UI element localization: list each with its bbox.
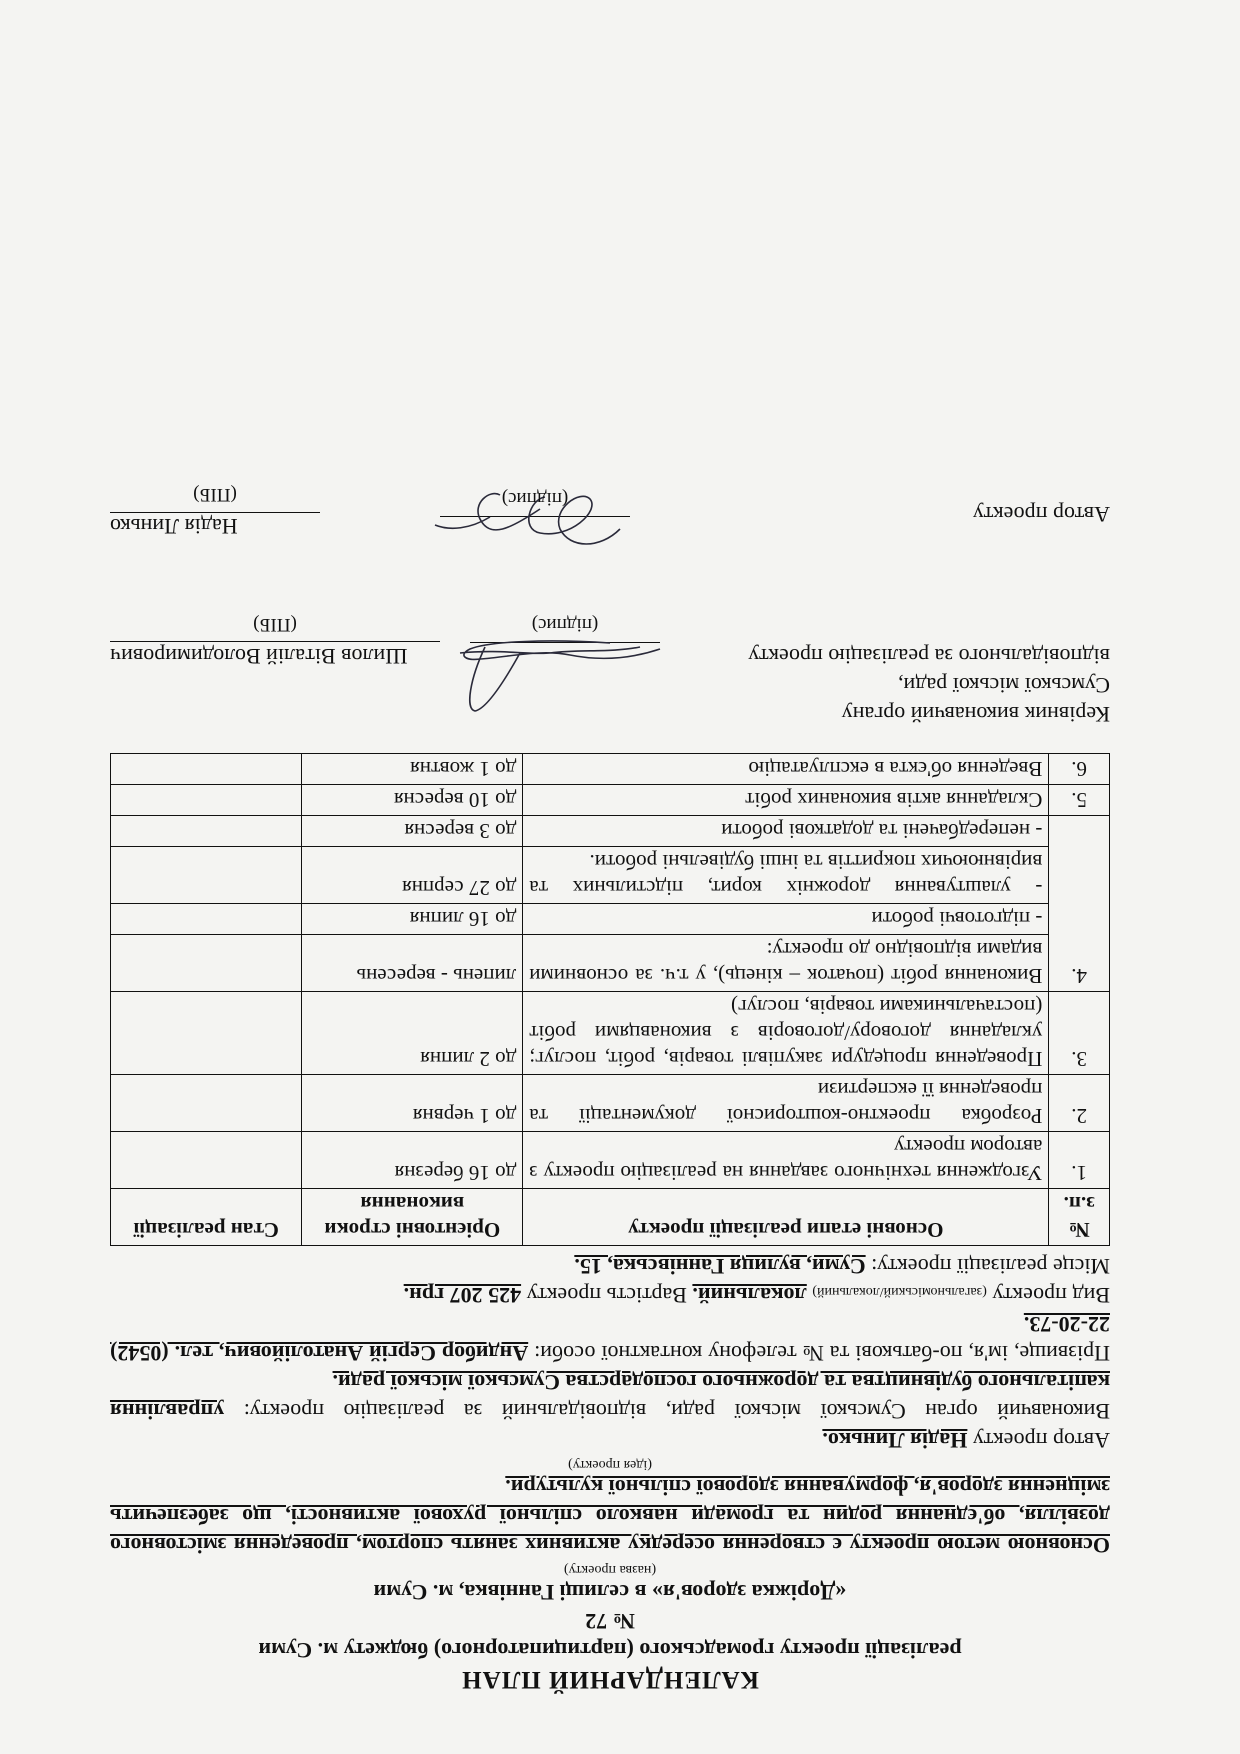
executive-value: управління капітального будівництва та дорожнього господарства Сумської міської ради. (109, 1370, 1110, 1424)
table-subrow (111, 847, 1110, 904)
author-signature-image (420, 459, 640, 569)
location-value: Суми, вулиця Ганнівська, 15. (574, 1254, 866, 1279)
schedule-table (110, 753, 1110, 1246)
executive-line (110, 1368, 1110, 1426)
row-number: 4. (1049, 816, 1110, 992)
location-label: Місце реалізації проекту: (871, 1254, 1110, 1279)
table-row (111, 754, 1110, 785)
contact-label: Прізвище, ім'я, по-батькові та № телефону контактної особи: (534, 1341, 1110, 1366)
subrow-term: до 16 липня (302, 904, 523, 935)
project-type-caption: (загальноміський/локальний) (812, 1284, 987, 1299)
row-status (111, 935, 302, 992)
project-idea: Основною метою проекту є створення осередку активних занять спортом, проведення змістовного дозвілля, об'єднання родин та громади навколо спільної рухової активності, що забезпечить зміцнення здоров'я, формування здорової спільної культури. (110, 1475, 1110, 1558)
row-stage: Складання актів виконаних робіт (523, 785, 1049, 816)
head-title-line: відповідального за реалізацію проекту (748, 644, 1110, 669)
row-number: 1. (1049, 1132, 1110, 1189)
author-name-caption: (ПІБ) (193, 484, 237, 505)
author-signature-caption: (підпис) (501, 488, 569, 509)
document-content (110, 399, 1110, 1694)
row-number: 2. (1049, 1075, 1110, 1132)
table-subrow (111, 904, 1110, 935)
subrow-term: до 27 серпня (302, 847, 523, 904)
subrow-stage: - підготовчі роботи (523, 904, 1049, 935)
header-stage: Основні етапи реалізації проекту (523, 1189, 1049, 1246)
head-name-line (110, 641, 440, 642)
row-term: до 16 березня (302, 1132, 523, 1189)
table-subrow (111, 816, 1110, 847)
row-status (111, 1075, 302, 1132)
table-row (111, 992, 1110, 1075)
head-name-caption: (ПІБ) (253, 614, 297, 635)
subrow-stage: - непередбачені та додаткові роботи (523, 816, 1049, 847)
author-signature-label: Автор проекту (972, 502, 1110, 527)
row-status (111, 754, 302, 785)
subrow-status (111, 816, 302, 847)
table-row (111, 935, 1110, 992)
table-header-row (111, 1189, 1110, 1246)
row-number: 5. (1049, 785, 1110, 816)
head-title-line: Сумської міської ради, (898, 673, 1110, 698)
author-name-line (110, 512, 320, 513)
project-type-label: Вид проекту (992, 1283, 1110, 1308)
row-term: до 10 вересня (302, 785, 523, 816)
head-title-line: Керівник виконавчий органу (841, 702, 1110, 727)
header-status: Стан реалізації (111, 1189, 302, 1246)
author-name: Надія Линько (110, 514, 238, 539)
project-type-value: локальний. (692, 1283, 807, 1308)
row-stage: Проведення процедури закупівлі товарів, робіт, послуг; укладання договору/договорів з виконавцями робіт (постачальниками товарів, послуг) (523, 992, 1049, 1075)
row-stage: Узгодження технічного завдання на реалізацію проекту з автором проекту (523, 1132, 1049, 1189)
row-stage: Введення об'єкта в експлуатацію (523, 754, 1049, 785)
subrow-status (111, 847, 302, 904)
head-signature-caption: (підпис) (531, 614, 599, 635)
row-term: до 1 червня (302, 1075, 523, 1132)
row-stage: Виконання робіт (початок – кінець), у т.ч. за основними видами відповідно до проекту: (523, 935, 1049, 992)
subrow-term: до 3 вересня (302, 816, 523, 847)
contact-line (110, 1310, 1110, 1368)
contact-value: Андибор Сергій Анатолійович, тел. (0542) 22-20-73. (110, 1312, 1110, 1366)
row-status (111, 1132, 302, 1189)
project-name-caption: (назва проекту) (563, 1562, 657, 1577)
table-row (111, 1132, 1110, 1189)
table-row (111, 1075, 1110, 1132)
subrow-status (111, 904, 302, 935)
project-type-line (110, 1281, 1110, 1310)
author-value: Надія Линько. (822, 1428, 968, 1453)
executive-label: Виконавчий орган Сумської міської ради, відповідальний за реалізацію проекту: (243, 1399, 1110, 1424)
document-title: КАЛЕНДАРНИЙ ПЛАН (461, 1666, 759, 1693)
cost-label: Вартість проекту (526, 1283, 687, 1308)
project-name: «Доріжка здоров'я» в селищі Ганнівка, м. Суми (373, 1580, 847, 1605)
author-line (110, 1426, 1110, 1455)
row-number: 3. (1049, 992, 1110, 1075)
head-name: Шилов Віталій Володимирович (110, 644, 408, 669)
row-number: 6. (1049, 754, 1110, 785)
row-status (111, 785, 302, 816)
cost-value: 425 207 грн. (403, 1283, 522, 1308)
row-term: липень - вересень (302, 935, 523, 992)
project-number: № 72 (585, 1609, 635, 1634)
signature-section (110, 399, 1110, 729)
header-number: № з.п. (1049, 1189, 1110, 1246)
location-line (110, 1252, 1110, 1281)
row-term: до 2 липня (302, 992, 523, 1075)
project-idea-caption: (ідея проекту) (568, 1457, 652, 1472)
document-subtitle: реалізації проекту громадського (партиципаторного) бюджету м. Суми (258, 1638, 962, 1663)
row-status (111, 992, 302, 1075)
table-row (111, 785, 1110, 816)
author-label: Автор проекту (972, 1428, 1110, 1453)
row-stage: Розробка проектно-кошторисної документації та проведення її експертизи (523, 1075, 1049, 1132)
row-term: до 1 жовтня (302, 754, 523, 785)
header-term: Орієнтовні строки виконання (302, 1189, 523, 1246)
head-title-block (748, 642, 1110, 729)
subrow-stage: - улаштування дорожніх корит, підстильних та вирівнюючих покриттів та інші будівельні роботи. (523, 847, 1049, 904)
